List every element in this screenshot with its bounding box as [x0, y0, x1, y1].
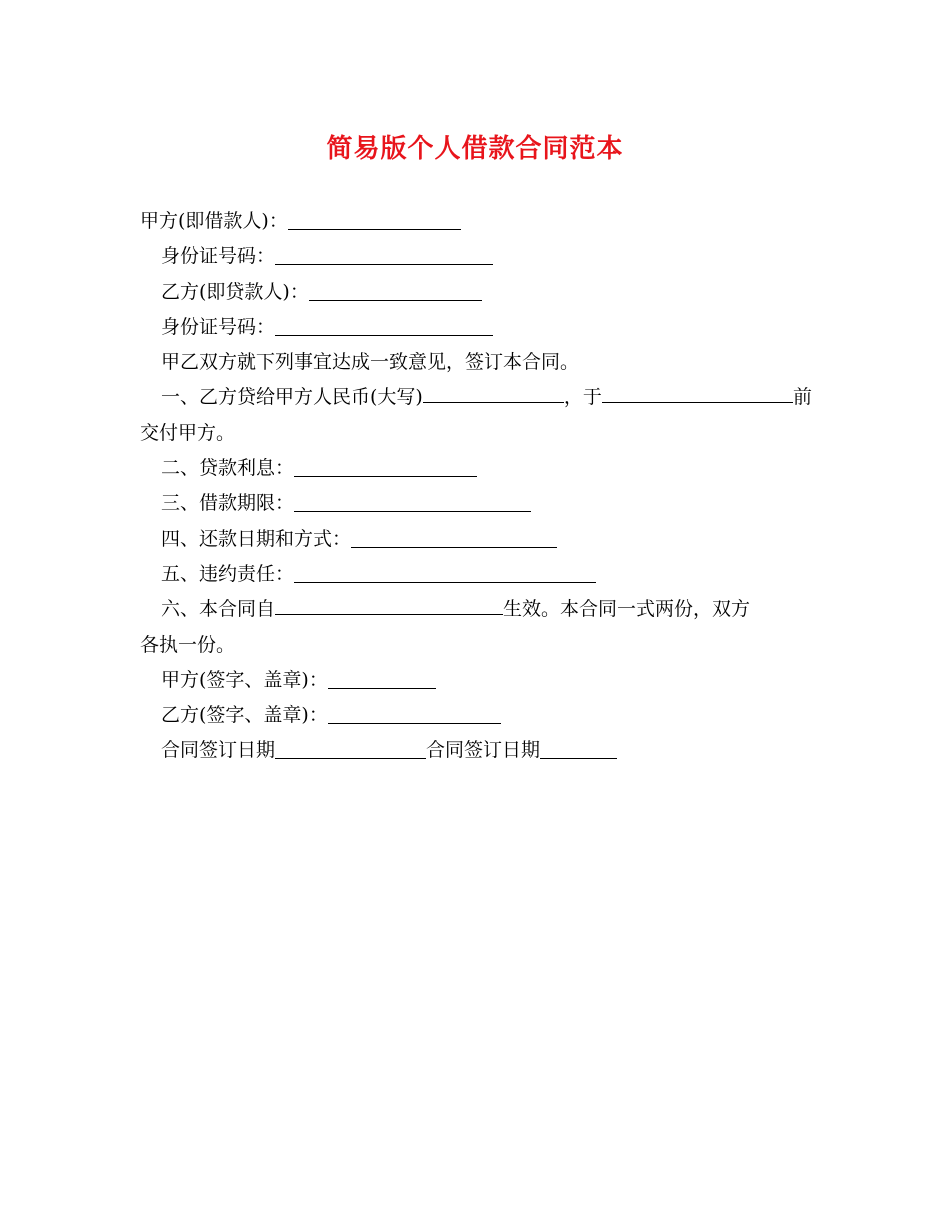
clause-6-line: [140, 592, 812, 627]
clause-1-amount-blank: [423, 388, 564, 403]
clause-3-label: 三、借款期限：: [161, 492, 295, 515]
agreement-line: [140, 345, 812, 380]
clause-1-text-b: ，于: [563, 386, 602, 409]
party-b-line: [140, 275, 812, 310]
sign-b-line: [140, 698, 812, 733]
clause-5-blank: [294, 568, 596, 583]
clause-5-line: [140, 557, 812, 592]
document-body: [140, 204, 812, 769]
clause-3-blank: [294, 497, 531, 512]
clause-1-continuation-text: 交付甲方。: [140, 421, 236, 444]
clause-4-blank: [351, 533, 557, 548]
clause-6-continuation-text: 各执一份。: [140, 633, 236, 656]
clause-1-line: [140, 380, 812, 415]
party-a-id-label: 身份证号码：: [161, 245, 276, 268]
clause-2-line: [140, 451, 812, 486]
clause-6-blank: [275, 600, 503, 615]
clause-1-date-blank: [602, 388, 793, 403]
party-a-blank: [288, 215, 461, 230]
clause-1-continuation-line: [140, 416, 812, 451]
date-line: [140, 733, 812, 768]
party-b-blank: [309, 286, 482, 301]
clause-6-text-b: 生效。本合同一式两份，双方: [503, 598, 751, 621]
party-a-id-line: [140, 239, 812, 274]
clause-2-label: 二、贷款利息：: [161, 457, 295, 480]
sign-b-blank: [328, 709, 501, 724]
clause-4-line: [140, 522, 812, 557]
party-a-id-blank: [275, 250, 493, 265]
date-a-label: 合同签订日期: [161, 739, 276, 762]
clause-6-continuation-line: [140, 628, 812, 663]
party-a-line: [140, 204, 812, 239]
document-title: 简易版个人借款合同范本: [326, 134, 624, 164]
date-b-label: 合同签订日期: [426, 739, 541, 762]
sign-a-blank: [328, 674, 436, 689]
clause-6-text-a: 六、本合同自: [161, 598, 276, 621]
clause-3-line: [140, 486, 812, 521]
agreement-text: 甲乙双方就下列事宜达成一致意见，签订本合同。: [161, 351, 580, 374]
clause-1-text-a: 一、乙方贷给甲方人民币(大写): [161, 386, 423, 409]
sign-a-label: 甲方(签字、盖章)：: [161, 668, 328, 691]
clause-1-text-c: 前: [792, 386, 812, 409]
date-b-blank: [540, 744, 617, 759]
party-a-label: 甲方(即借款人)：: [140, 210, 288, 232]
clause-4-label: 四、还款日期和方式：: [161, 527, 352, 550]
party-b-id-blank: [275, 321, 493, 336]
clause-5-label: 五、违约责任：: [161, 562, 295, 585]
party-b-id-line: [140, 310, 812, 345]
party-b-id-label: 身份证号码：: [161, 315, 276, 338]
date-a-blank: [275, 744, 426, 759]
sign-a-line: [140, 663, 812, 698]
clause-2-blank: [294, 462, 477, 477]
party-b-label: 乙方(即贷款人)：: [161, 280, 309, 303]
sign-b-label: 乙方(签字、盖章)：: [161, 704, 328, 727]
